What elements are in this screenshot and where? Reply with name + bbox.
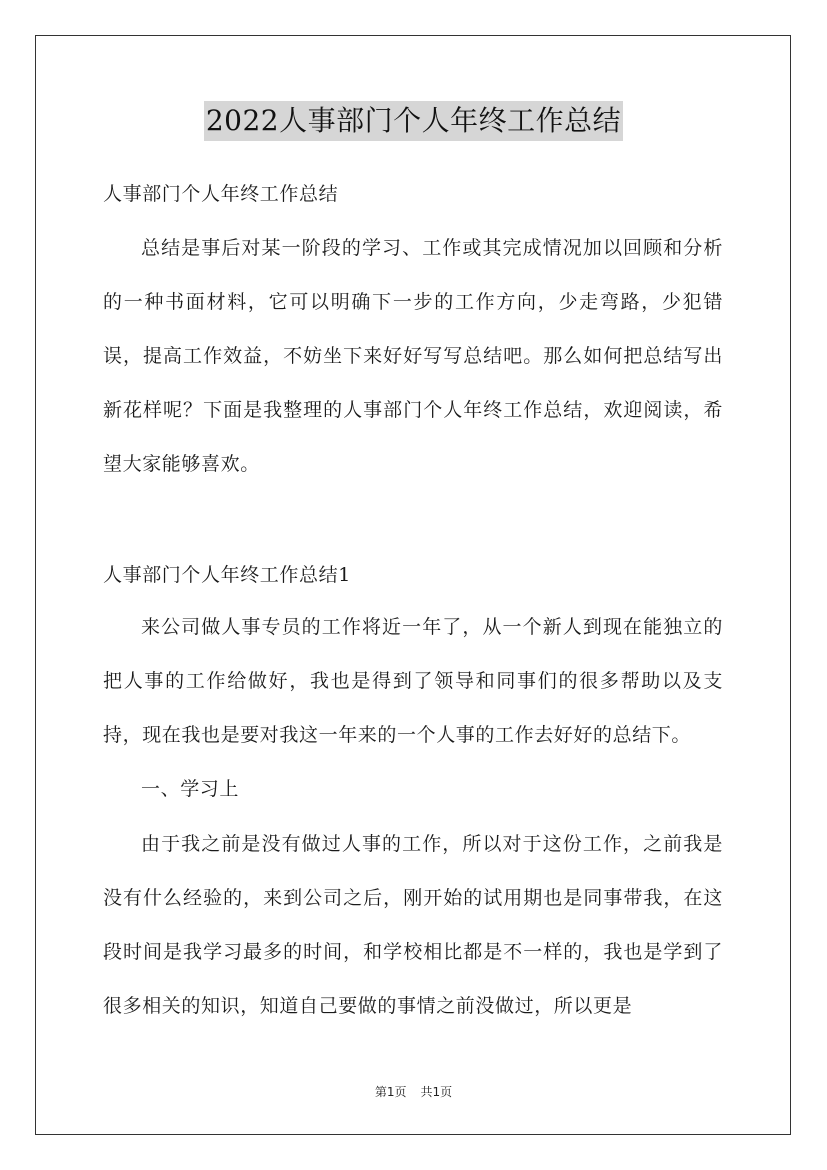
intro-paragraph: 总结是事后对某一阶段的学习、工作或其完成情况加以回顾和分析的一种书面材料，它可以明确下一步的工作方向，少走弯路，少犯错误，提高工作效益，不妨坐下来好好写写总结吧。那么如何把总结写出新花样呢？下面是我整理的人事部门个人年终工作总结，欢迎阅读，希望大家能够喜欢。: [103, 237, 723, 475]
document-subtitle: 人事部门个人年终工作总结: [103, 183, 339, 205]
subsection-study-paragraph: 由于我之前是没有做过人事的工作，所以对于这份工作，之前我是没有什么经验的，来到公司之后，刚开始的试用期也是同事带我，在这段时间是我学习最多的时间，和学校相比都是不一样的，我也是学到了很多相关的知识，知道自己要做的事情之前没做过，所以更是: [103, 833, 723, 1017]
subsection-heading-study: 一、学习上: [141, 778, 240, 800]
section-heading-1: 人事部门个人年终工作总结1: [103, 564, 351, 586]
document-title: 2022人事部门个人年终工作总结: [204, 101, 623, 141]
title-container: [0, 101, 827, 141]
page-number-total: 共1页: [420, 1085, 453, 1099]
page-footer: [0, 1083, 827, 1100]
section-1-paragraph: 来公司做人事专员的工作将近一年了，从一个新人到现在能独立的把人事的工作给做好，我也是得到了领导和同事们的很多帮助以及支持，现在我也是要对我这一年来的一个人事的工作去好好的总结下。: [103, 616, 723, 746]
page-number-current: 第1页: [374, 1085, 407, 1099]
